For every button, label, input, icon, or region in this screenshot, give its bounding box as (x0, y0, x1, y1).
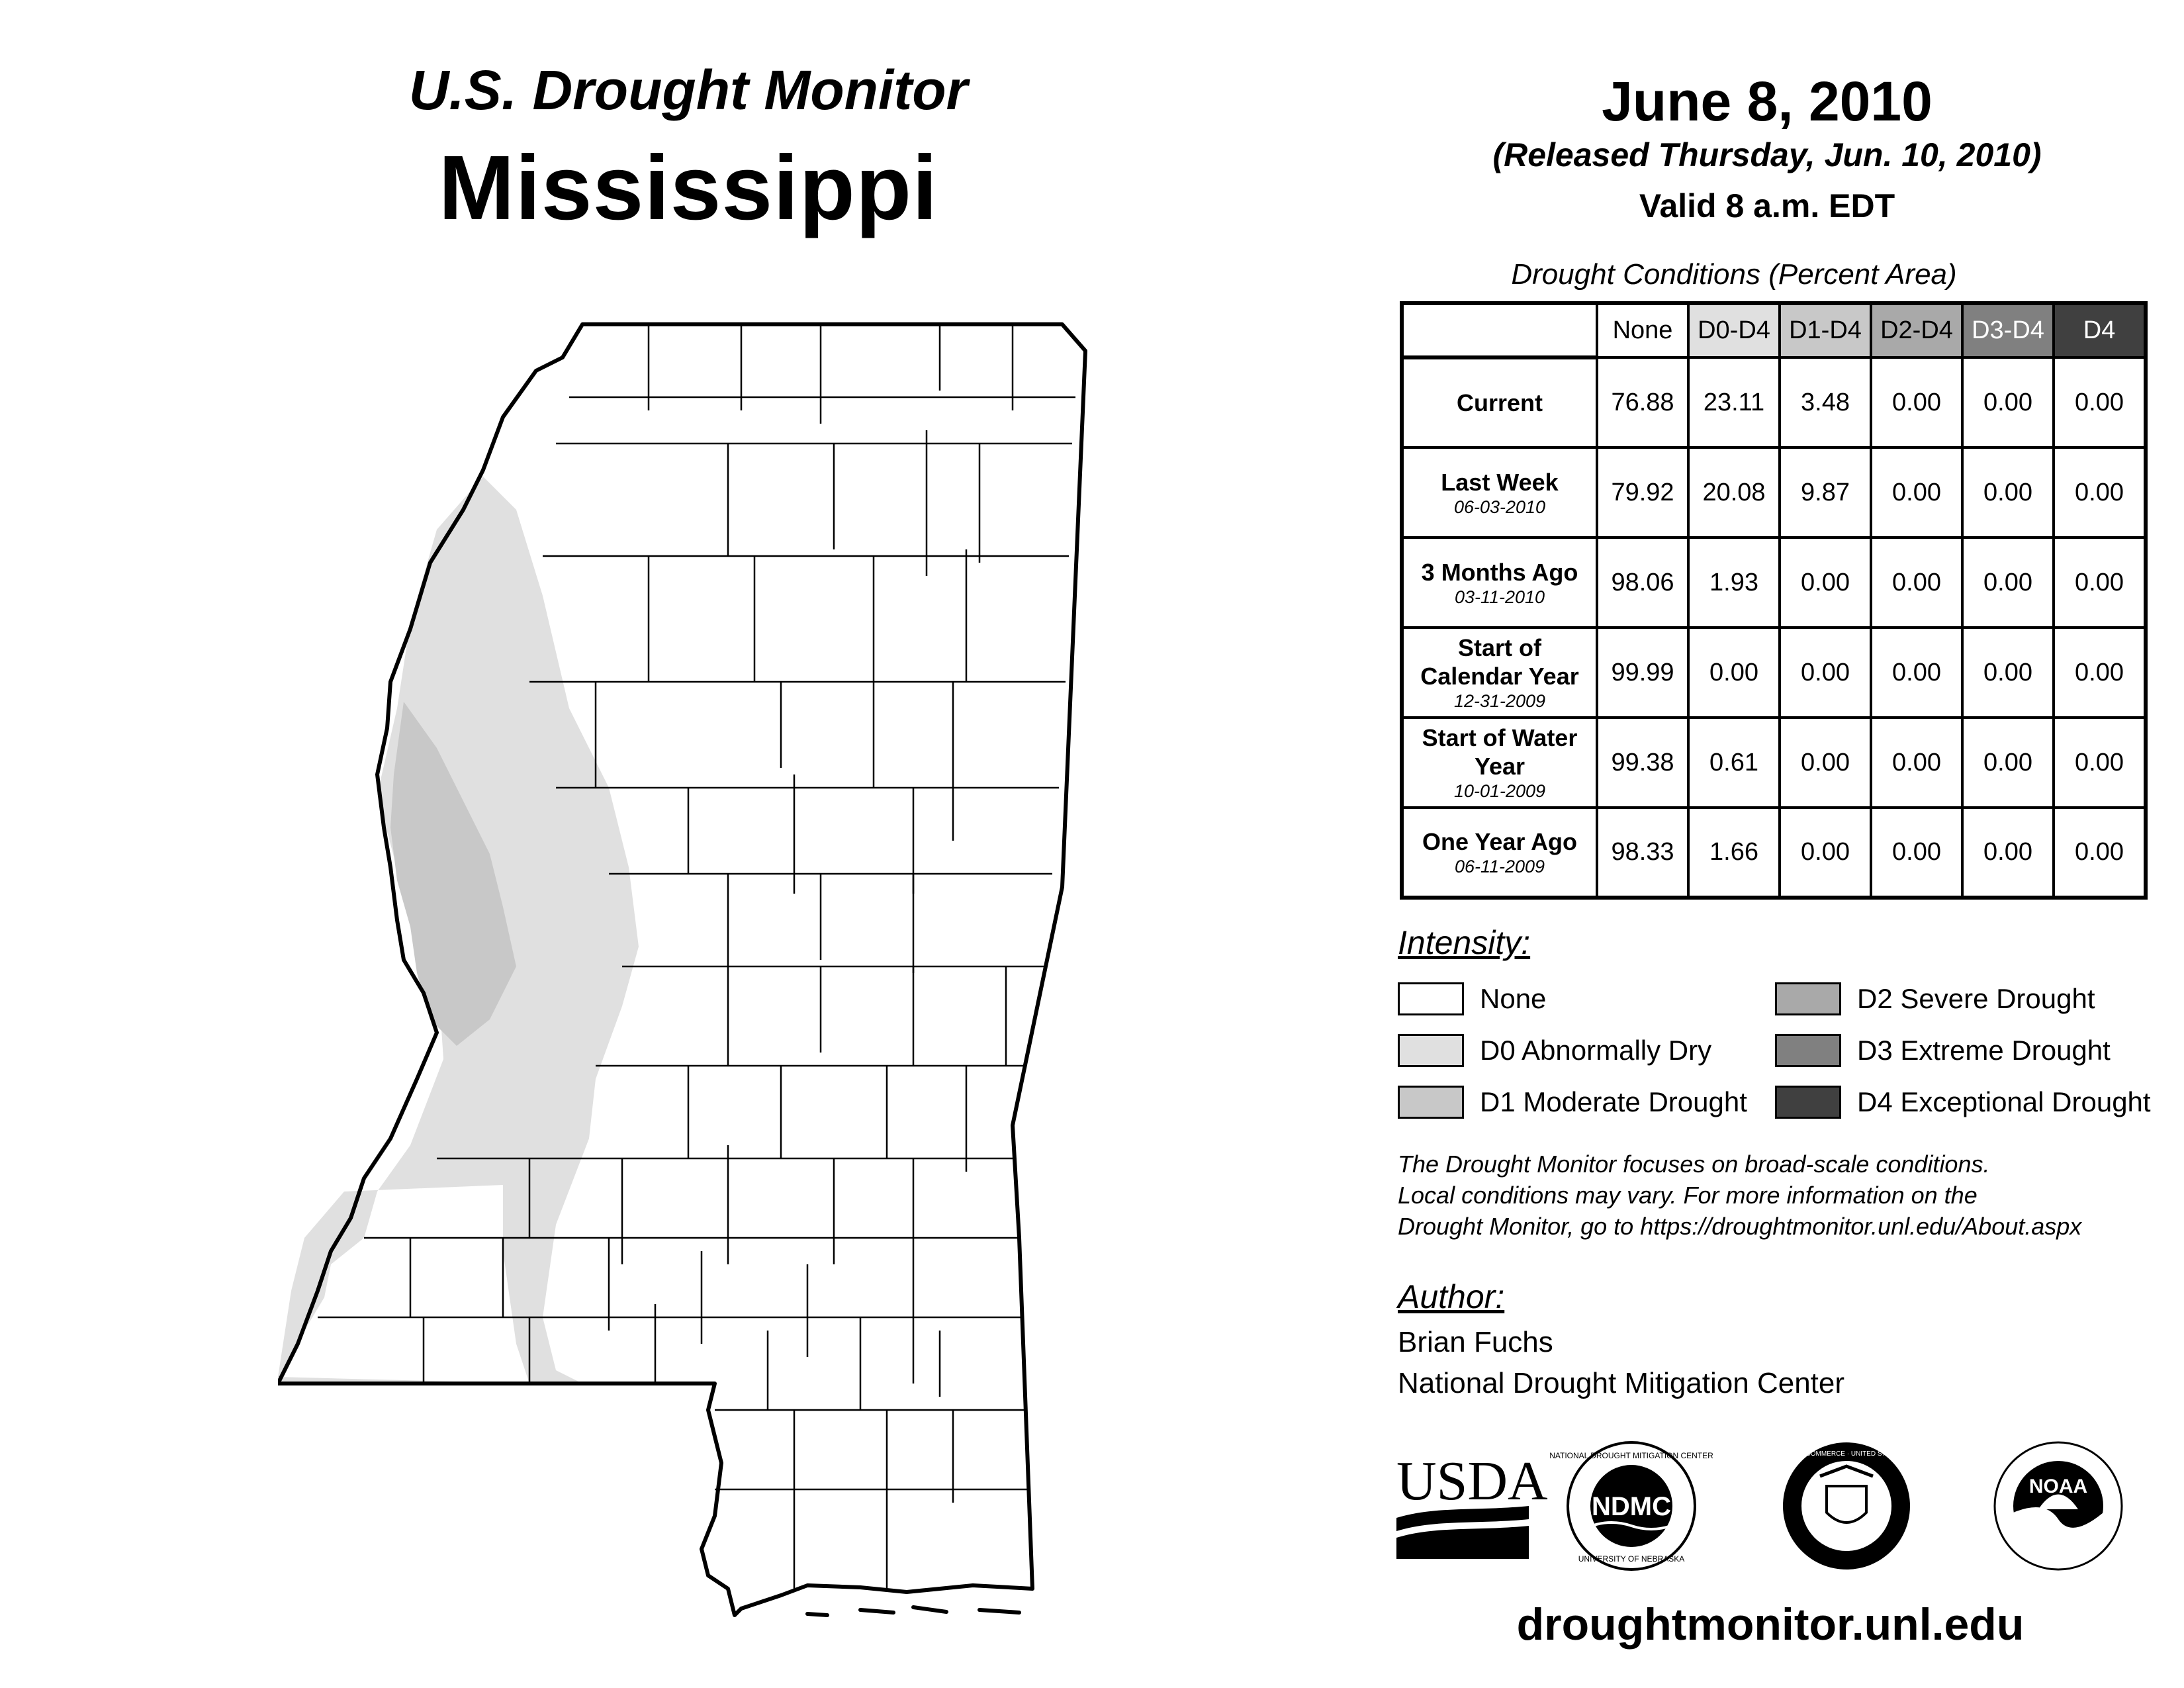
table-row (1402, 628, 2146, 718)
table-cell: 0.00 (2054, 447, 2146, 538)
table-row (1402, 357, 2146, 447)
table-cell: 0.00 (1962, 538, 2054, 628)
table-caption: Drought Conditions (Percent Area) (1511, 258, 1957, 291)
legend-item (1398, 981, 1546, 1017)
table-cell: 0.00 (1962, 447, 2054, 538)
map-title: Mississippi (438, 137, 938, 239)
table-cell: 1.93 (1688, 538, 1780, 628)
row-date: 03-11-2010 (1454, 586, 1545, 607)
ndmc-logo (1549, 1442, 1713, 1570)
legend-swatch (1775, 1034, 1841, 1067)
legend-swatch (1398, 1086, 1464, 1119)
row-label (1402, 628, 1597, 718)
valid-time: Valid 8 a.m. EDT (1639, 187, 1895, 224)
table-cell: 1.66 (1688, 808, 1780, 898)
author-org: National Drought Mitigation Center (1398, 1367, 1845, 1399)
col-header: D3-D4 (1962, 303, 2054, 357)
table-cell: 0.00 (2054, 718, 2146, 808)
legend-item (1398, 1084, 1747, 1120)
row-label-text: Current (1456, 389, 1543, 416)
agency-logos (1396, 1440, 2158, 1572)
table-corner (1402, 303, 1597, 357)
table-cell: 0.00 (2054, 357, 2146, 447)
row-label-text: One Year Ago (1422, 828, 1578, 855)
drought-conditions-table (1400, 301, 2148, 900)
table-cell: 0.00 (1871, 447, 1962, 538)
disclaimer-line: Drought Monitor, go to https://droughtmonitor.unl.edu/About.aspx (1398, 1213, 2082, 1240)
gulf-islands (807, 1607, 1019, 1615)
table-cell: 0.00 (1688, 628, 1780, 718)
table-cell: 0.00 (1962, 808, 2054, 898)
table-cell: 0.00 (1871, 538, 1962, 628)
row-label (1402, 538, 1597, 628)
table-cell: 0.00 (1780, 628, 1871, 718)
table-row (1402, 447, 2146, 538)
commerce-seal-logo (1748, 1442, 1945, 1570)
table-cell: 0.00 (1871, 808, 1962, 898)
table-cell: 0.00 (2054, 538, 2146, 628)
intensity-title: Intensity: (1398, 924, 1531, 961)
row-label (1402, 808, 1597, 898)
legend-label: D3 Extreme Drought (1857, 1035, 2111, 1066)
mississippi-drought-map (278, 311, 1125, 1642)
legend-swatch (1398, 982, 1464, 1015)
row-label (1402, 718, 1597, 808)
noaa-logo (1995, 1442, 2122, 1570)
row-label-text: Start of Water Year (1422, 724, 1578, 780)
release-date: (Released Thursday, Jun. 10, 2010) (1492, 136, 2042, 173)
disclaimer-line: Local conditions may vary. For more information on the (1398, 1182, 1978, 1209)
table-cell: 0.00 (1962, 628, 2054, 718)
ndmc-logo-text: NDMC (1592, 1492, 1671, 1521)
footer-url[interactable]: droughtmonitor.unl.edu (1516, 1599, 2025, 1650)
table-cell: 0.00 (1780, 808, 1871, 898)
legend-item (1398, 1033, 1711, 1068)
table-cell: 0.00 (1962, 357, 2054, 447)
map-date: June 8, 2010 (1602, 70, 1933, 132)
table-cell: 20.08 (1688, 447, 1780, 538)
table-cell: 79.92 (1597, 447, 1688, 538)
disclaimer-line: The Drought Monitor focuses on broad-scale conditions. (1398, 1150, 1990, 1178)
legend-swatch (1775, 1086, 1841, 1119)
table-cell: 9.87 (1780, 447, 1871, 538)
table-cell: 0.00 (1962, 718, 2054, 808)
legend-item (1775, 1033, 2111, 1068)
legend-item (1775, 981, 2095, 1017)
ndmc-ring-bottom: UNIVERSITY OF NEBRASKA (1578, 1554, 1685, 1564)
row-label-text: Start of Calendar Year (1420, 634, 1579, 690)
legend-label: None (1480, 983, 1547, 1014)
map-subtitle: U.S. Drought Monitor (408, 59, 968, 121)
legend-label: D2 Severe Drought (1857, 983, 2095, 1014)
row-label-text: 3 Months Ago (1421, 558, 1578, 586)
table-cell: 98.33 (1597, 808, 1688, 898)
legend-label: D4 Exceptional Drought (1857, 1086, 2151, 1117)
table-cell: 0.00 (2054, 808, 2146, 898)
table-cell: 23.11 (1688, 357, 1780, 447)
row-label (1402, 357, 1597, 447)
table-cell: 0.00 (1871, 628, 1962, 718)
legend-swatch (1398, 1034, 1464, 1067)
noaa-logo-text: NOAA (2028, 1476, 2088, 1497)
state-outline (278, 324, 1085, 1615)
legend-label: D0 Abnormally Dry (1480, 1035, 1712, 1066)
table-cell: 99.38 (1597, 718, 1688, 808)
legend-item (1775, 1084, 2151, 1120)
table-row (1402, 808, 2146, 898)
col-header: D4 (2054, 303, 2146, 357)
table-cell: 0.00 (1871, 357, 1962, 447)
table-cell: 0.00 (1780, 718, 1871, 808)
row-label-text: Last Week (1441, 468, 1559, 496)
usda-logo (1396, 1450, 1548, 1559)
legend-label: D1 Moderate Drought (1480, 1086, 1747, 1117)
row-date: 06-11-2009 (1454, 857, 1545, 876)
table-cell: 0.00 (2054, 628, 2146, 718)
row-label (1402, 447, 1597, 538)
row-date: 06-03-2010 (1453, 496, 1546, 517)
col-header: D2-D4 (1871, 303, 1962, 357)
table-cell: 0.00 (1871, 718, 1962, 808)
disclaimer (1398, 1149, 2179, 1242)
table-cell: 0.61 (1688, 718, 1780, 808)
table-cell: 98.06 (1597, 538, 1688, 628)
table-header-row (1402, 303, 2146, 357)
table-cell: 76.88 (1597, 357, 1688, 447)
usda-logo-text: USDA (1396, 1450, 1548, 1512)
table-cell: 99.99 (1597, 628, 1688, 718)
commerce-ring-text: DEPARTMENT OF COMMERCE · UNITED STATES OF AMERICA (1748, 1450, 1945, 1458)
col-header: D0-D4 (1688, 303, 1780, 357)
table-row (1402, 718, 2146, 808)
table-cell: 0.00 (1780, 538, 1871, 628)
author-name: Brian Fuchs (1398, 1326, 1553, 1358)
legend-swatch (1775, 982, 1841, 1015)
table-cell: 3.48 (1780, 357, 1871, 447)
row-date: 12-31-2009 (1453, 691, 1546, 711)
ndmc-ring-top: NATIONAL DROUGHT MITIGATION CENTER (1549, 1451, 1713, 1460)
col-header: D1-D4 (1780, 303, 1871, 357)
col-header: None (1597, 303, 1688, 357)
row-date: 10-01-2009 (1453, 781, 1546, 801)
author-title: Author: (1398, 1278, 1505, 1315)
table-row (1402, 538, 2146, 628)
